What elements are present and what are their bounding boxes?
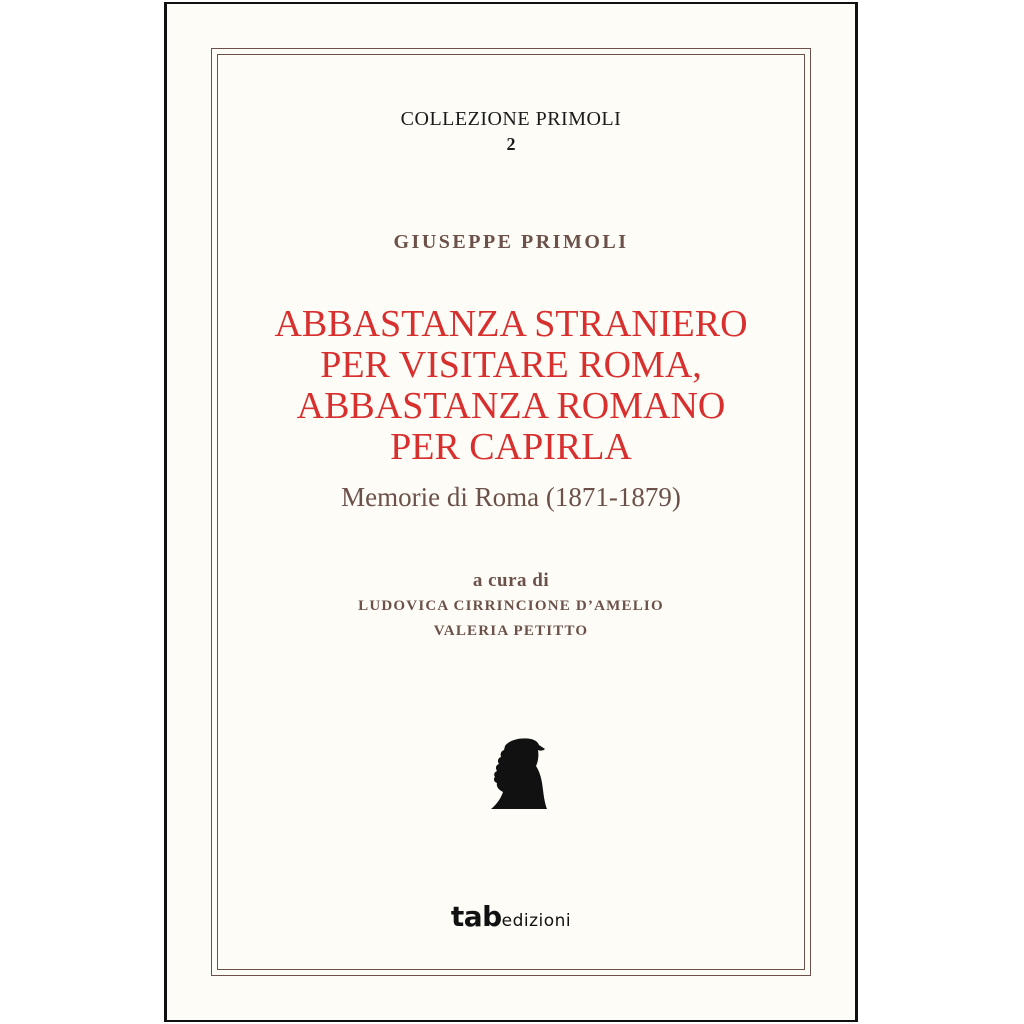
curated-by-label: a cura di [472,570,550,591]
publisher-logo-bold: tab [450,900,502,933]
publisher-logo [167,900,855,933]
series-number: 2 [506,134,516,154]
author-name: GIUSEPPE PRIMOLI [393,231,629,253]
silhouette-portrait-icon [485,732,551,810]
publisher-logo-light: edizioni [501,911,572,931]
curator-name: LUDOVICA CIRRINCIONE D’AMELIO [358,598,664,614]
title-line: PER VISITARE ROMA, [320,344,702,386]
title-line: ABBASTANZA STRANIERO [274,303,748,345]
book-cover [164,2,858,1022]
curator-name: VALERIA PETITTO [433,623,589,639]
book-title [167,304,855,468]
title-line: ABBASTANZA ROMANO [296,385,726,427]
book-subtitle: Memorie di Roma (1871-1879) [341,482,681,512]
title-line: PER CAPIRLA [390,426,632,468]
series-name: COLLEZIONE PRIMOLI [400,108,622,130]
